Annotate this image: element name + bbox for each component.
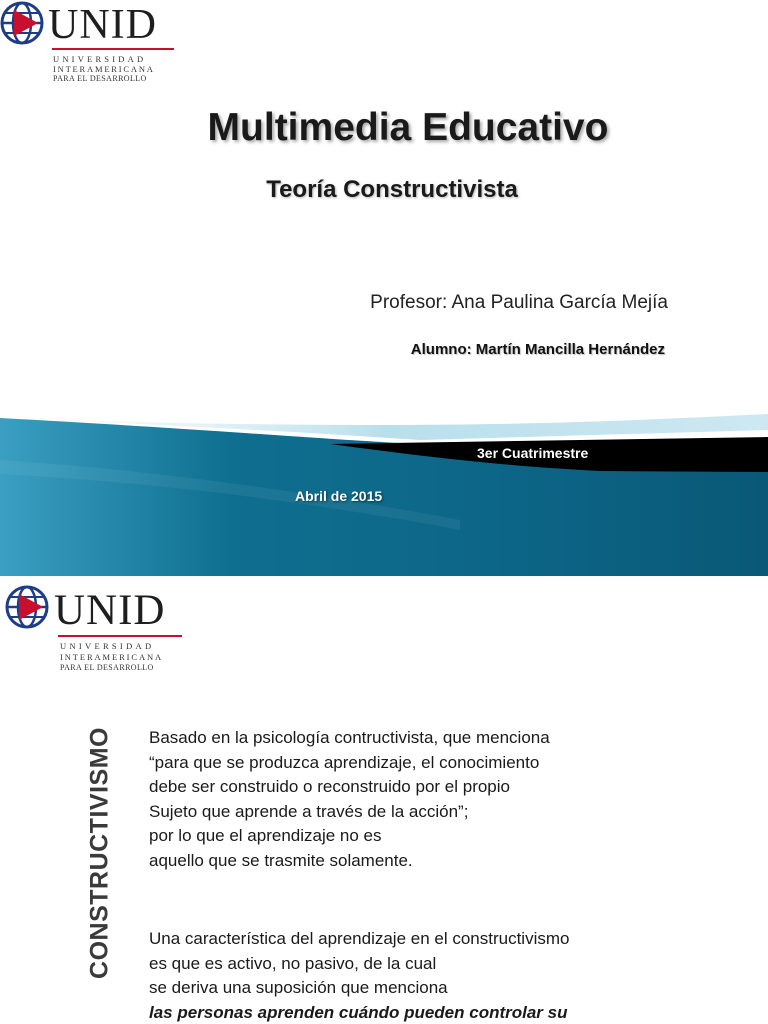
logo-line-3: PARA EL DESARROLLO bbox=[53, 74, 147, 83]
logo-rule bbox=[58, 635, 182, 637]
slide-title: Multimedia Educativo bbox=[207, 106, 609, 149]
logo-wordmark: UNID bbox=[48, 2, 157, 48]
content-slide bbox=[0, 576, 768, 1024]
paragraph-1-line: aquello que se trasmite solamente. bbox=[149, 850, 413, 870]
paragraph-1-line: Sujeto que aprende a través de la acción”; bbox=[149, 801, 469, 821]
paragraph-1 bbox=[149, 726, 550, 873]
logo-line-2: INTERAMERICANA bbox=[53, 64, 155, 74]
vertical-heading: CONSTRUCTIVISMO bbox=[85, 727, 114, 979]
paragraph-1-line: Basado en la psicología contructivista, que menciona bbox=[149, 728, 550, 747]
logo-rule bbox=[52, 48, 174, 50]
paragraph-2-line: Una característica del aprendizaje en el constructivismo bbox=[149, 929, 570, 948]
logo-line-1: UNIVERSIDAD bbox=[60, 641, 155, 651]
term-label: 3er Cuatrimestre bbox=[477, 445, 589, 461]
decorative-wave-banner bbox=[0, 400, 768, 576]
globe-logo-icon bbox=[0, 0, 44, 46]
paragraph-2-emphasis: las personas aprenden cuándo pueden controlar su bbox=[149, 1002, 568, 1022]
paragraph-1-line: “para que se produzca aprendizaje, el conocimiento bbox=[149, 752, 540, 772]
paragraph-2-line: se deriva una suposición que menciona bbox=[149, 978, 448, 997]
logo-line-2: INTERAMERICANA bbox=[60, 652, 164, 662]
logo-line-3: PARA EL DESARROLLO bbox=[60, 663, 154, 672]
unid-logo bbox=[0, 0, 180, 85]
paragraph-1-line: por lo que el aprendizaje no es bbox=[149, 826, 382, 845]
date-label: Abril de 2015 bbox=[295, 488, 383, 504]
vertical-heading-container bbox=[80, 728, 120, 978]
student-name: Alumno: Martín Mancilla Hernández bbox=[410, 341, 665, 358]
paragraph-2 bbox=[149, 927, 569, 1024]
unid-logo bbox=[4, 584, 184, 674]
paragraph-2-line: es que es activo, no pasivo, de la cual bbox=[149, 953, 437, 973]
slide-subtitle: Teoría Constructivista bbox=[266, 176, 518, 203]
professor-name: Profesor: Ana Paulina García Mejía bbox=[370, 292, 668, 313]
paragraph-1-line: debe ser construido o reconstruido por el propio bbox=[149, 777, 510, 796]
logo-wordmark: UNID bbox=[54, 587, 166, 634]
logo-line-1: UNIVERSIDAD bbox=[53, 54, 147, 64]
globe-logo-icon bbox=[4, 584, 50, 630]
